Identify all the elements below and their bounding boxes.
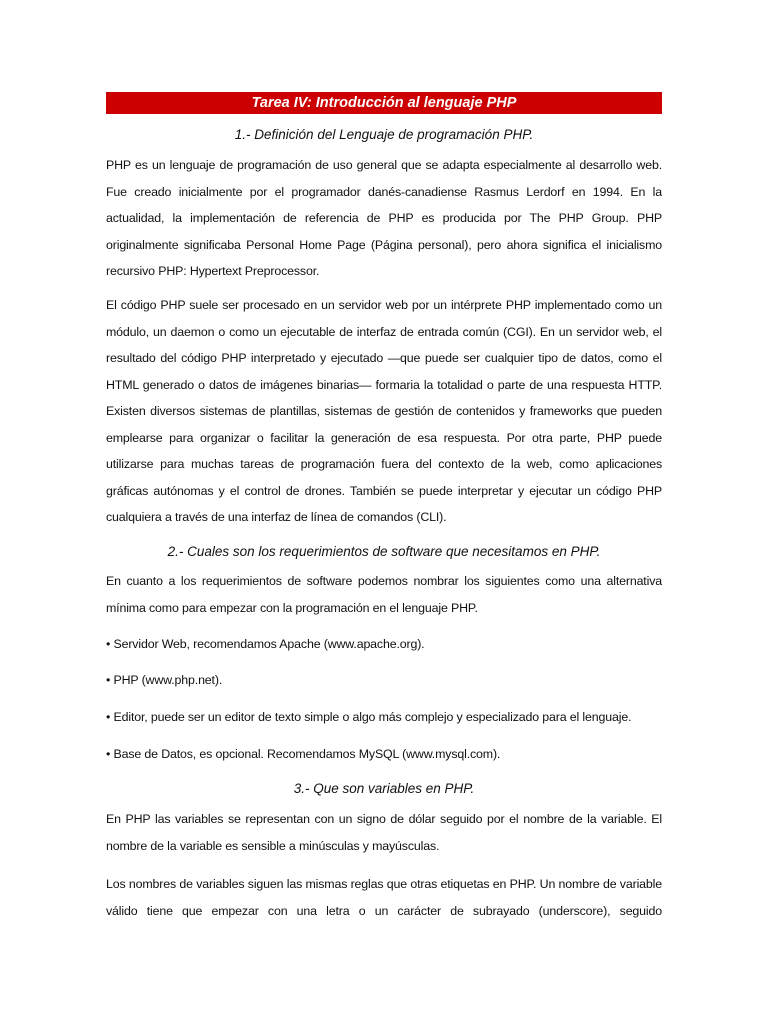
section2-intro: En cuanto a los requerimientos de software podemos nombrar los siguientes como una alternativa mínima como para empezar con la programación en el lenguaje PHP. <box>106 574 662 615</box>
requirement-item-web-server: • Servidor Web, recomendamos Apache (www.apache.org). <box>106 637 425 651</box>
requirement-item-php: • PHP (www.php.net). <box>106 673 223 687</box>
section3-paragraph-1: En PHP las variables se representan con un signo de dólar seguido por el nombre de la variable. El nombre de la variable es sensible a minúsculas y mayúsculas. <box>106 812 662 853</box>
section1-heading: 1.- Definición del Lenguaje de programación PHP. <box>234 127 534 142</box>
section3-paragraph-2: Los nombres de variables siguen las mismas reglas que otras etiquetas en PHP. Un nombre de variable válido tiene que empezar con una letra o un carácter de subrayado (underscore), seguido <box>106 877 662 918</box>
section1-paragraph-1: PHP es un lenguaje de programación de uso general que se adapta especialmente al desarrollo web. Fue creado inicialmente por el programador danés-canadiense Rasmus Lerdorf en 1994. En la actualidad, la implementación de referencia de PHP es producida por The PHP Group. PHP originalmente significaba Personal Home Page (Página personal), pero ahora significa el inicialismo recursivo PHP: Hypertext Preprocessor. <box>106 158 662 278</box>
requirement-item-editor: • Editor, puede ser un editor de texto simple o algo más complejo y especializado para el lenguaje. <box>106 710 632 724</box>
section2-heading: 2.- Cuales son los requerimientos de software que necesitamos en PHP. <box>167 544 601 559</box>
section3-heading: 3.- Que son variables en PHP. <box>293 781 475 796</box>
requirement-item-database: • Base de Datos, es opcional. Recomendamos MySQL (www.mysql.com). <box>106 747 501 761</box>
document-title: Tarea IV: Introducción al lenguaje PHP <box>106 92 662 114</box>
section1-paragraph-2: El código PHP suele ser procesado en un servidor web por un intérprete PHP implementado como un módulo, un daemon o como un ejecutable de interfaz de entrada común (CGI). En un servidor web, el resultado del código PHP interpretado y ejecutado —que puede ser cualquier tipo de datos, como el HTML generado o datos de imágenes binarias— formaria la totalidad o parte de una respuesta HTTP. Existen diversos sistemas de plantillas, sistemas de gestión de contenidos y frameworks que pueden emplearse para organizar o facilitar la generación de esa respuesta. Por otra parte, PHP puede utilizarse para muchas tareas de programación fuera del contexto de la web, como aplicaciones gráficas autónomas y el control de drones. También se puede interpretar y ejecutar un código PHP cualquiera a través de una interfaz de línea de comandos (CLI). <box>106 298 662 524</box>
